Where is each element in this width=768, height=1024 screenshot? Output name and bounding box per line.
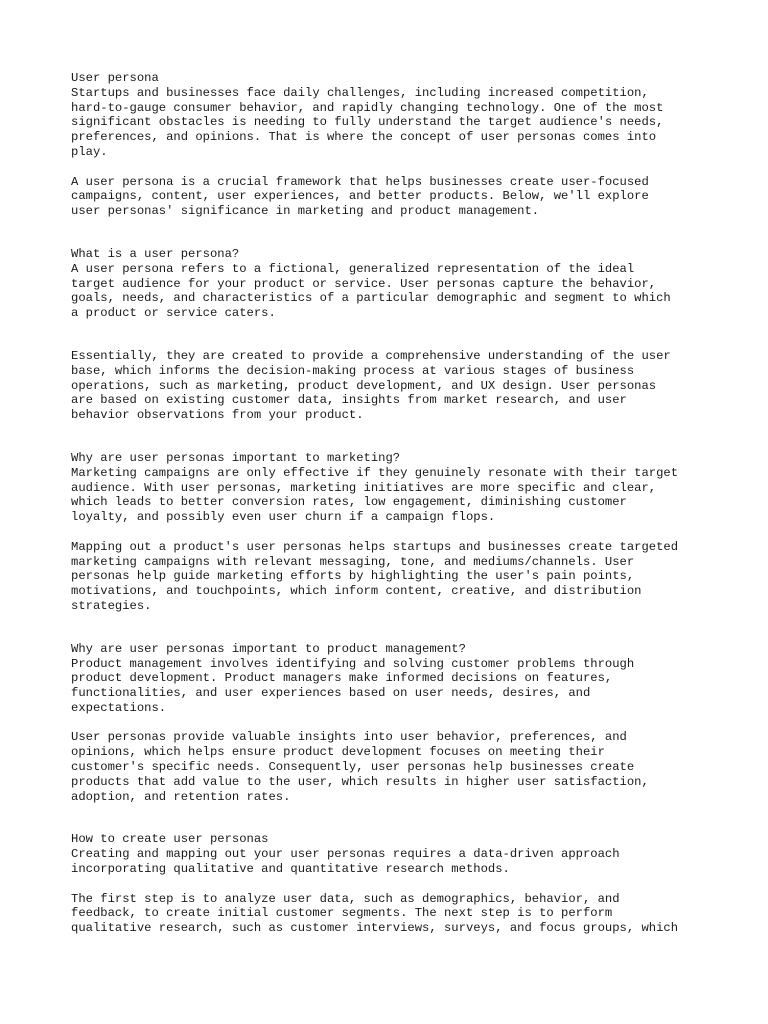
text-line: opinions, which helps ensure product development focuses on meeting their — [71, 745, 605, 760]
text-line: products that add value to the user, which results in higher user satisfaction, — [71, 774, 649, 789]
section-personas-product-management — [71, 642, 711, 805]
document-page — [71, 71, 711, 936]
text-line: Mapping out a product's user personas helps startups and businesses create targeted — [71, 539, 679, 554]
text-line: Essentially, they are created to provide a comprehensive understanding of the user — [71, 348, 671, 363]
text-line: strategies. — [71, 598, 152, 613]
section-user-persona — [71, 71, 711, 219]
text-line: A user persona is a crucial framework that helps businesses create user-focused — [71, 174, 649, 189]
paragraph — [71, 657, 711, 716]
text-line: Creating and mapping out your user personas requires a data-driven approach — [71, 847, 620, 862]
text-line: user personas' significance in marketing and product management. — [71, 204, 540, 219]
text-line: functionalities, and user experiences based on user needs, desires, and — [71, 686, 591, 701]
text-line: base, which informs the decision-making process at various stages of business — [71, 363, 635, 378]
text-line: behavior observations from your product. — [71, 408, 364, 423]
section-heading: How to create user personas — [71, 832, 269, 847]
text-line: Product management involves identifying and solving customer problems through — [71, 656, 635, 671]
paragraph — [71, 892, 711, 936]
text-line: significant obstacles is needing to fully understand the target audience's needs, — [71, 115, 664, 130]
text-line: qualitative research, such as customer interviews, surveys, and focus groups, which — [71, 921, 679, 936]
text-line: product development. Product managers make informed decisions on features, — [71, 671, 613, 686]
text-line: a product or service caters. — [71, 306, 276, 321]
section-personas-marketing — [71, 451, 711, 614]
paragraph — [71, 730, 711, 804]
paragraph — [71, 540, 711, 614]
section-what-is-user-persona — [71, 247, 711, 423]
text-line: which leads to better conversion rates, low engagement, diminishing customer — [71, 495, 627, 510]
text-line: Startups and businesses face daily challenges, including increased competition, — [71, 85, 649, 100]
text-line: customer's specific needs. Consequently, user personas help businesses create — [71, 760, 635, 775]
text-line: goals, needs, and characteristics of a particular demographic and segment to which — [71, 291, 671, 306]
paragraph — [71, 262, 711, 321]
text-line: Marketing campaigns are only effective if they genuinely resonate with their target — [71, 465, 679, 480]
section-heading: User persona — [71, 71, 159, 85]
text-line: feedback, to create initial customer segments. The next step is to perform — [71, 906, 613, 921]
section-how-to-create-personas — [71, 832, 711, 936]
text-line: incorporating qualitative and quantitative research methods. — [71, 862, 510, 877]
paragraph — [71, 349, 711, 423]
text-line: motivations, and touchpoints, which inform content, creative, and distribution — [71, 584, 642, 599]
paragraph — [71, 466, 711, 525]
text-line: A user persona refers to a fictional, generalized representation of the ideal — [71, 261, 635, 276]
text-line: audience. With user personas, marketing initiatives are more specific and clear, — [71, 480, 657, 495]
text-line: The first step is to analyze user data, such as demographics, behavior, and — [71, 891, 620, 906]
text-line: adoption, and retention rates. — [71, 789, 291, 804]
text-line: marketing campaigns with relevant messaging, tone, and mediums/channels. User — [71, 554, 635, 569]
text-line: are based on existing customer data, insights from market research, and user — [71, 393, 627, 408]
section-heading: Why are user personas important to marketing? — [71, 450, 401, 465]
text-line: play. — [71, 144, 108, 159]
section-heading: Why are user personas important to product management? — [71, 641, 466, 656]
text-line: operations, such as marketing, product development, and UX design. User personas — [71, 378, 657, 393]
text-line: personas help guide marketing efforts by highlighting the user's pain points, — [71, 569, 635, 584]
text-line: loyalty, and possibly even user churn if a campaign flops. — [71, 510, 496, 525]
text-line: preferences, and opinions. That is where the concept of user personas comes into — [71, 130, 657, 145]
text-line: expectations. — [71, 700, 167, 715]
text-line: campaigns, content, user experiences, and better products. Below, we'll explore — [71, 189, 649, 204]
text-line: hard-to-gauge consumer behavior, and rapidly changing technology. One of the most — [71, 100, 664, 115]
paragraph — [71, 847, 711, 877]
section-heading: What is a user persona? — [71, 246, 240, 261]
paragraph — [71, 175, 711, 219]
text-line: target audience for your product or service. User personas capture the behavior, — [71, 276, 657, 291]
text-line: User personas provide valuable insights into user behavior, preferences, and — [71, 730, 627, 745]
paragraph — [71, 86, 711, 160]
